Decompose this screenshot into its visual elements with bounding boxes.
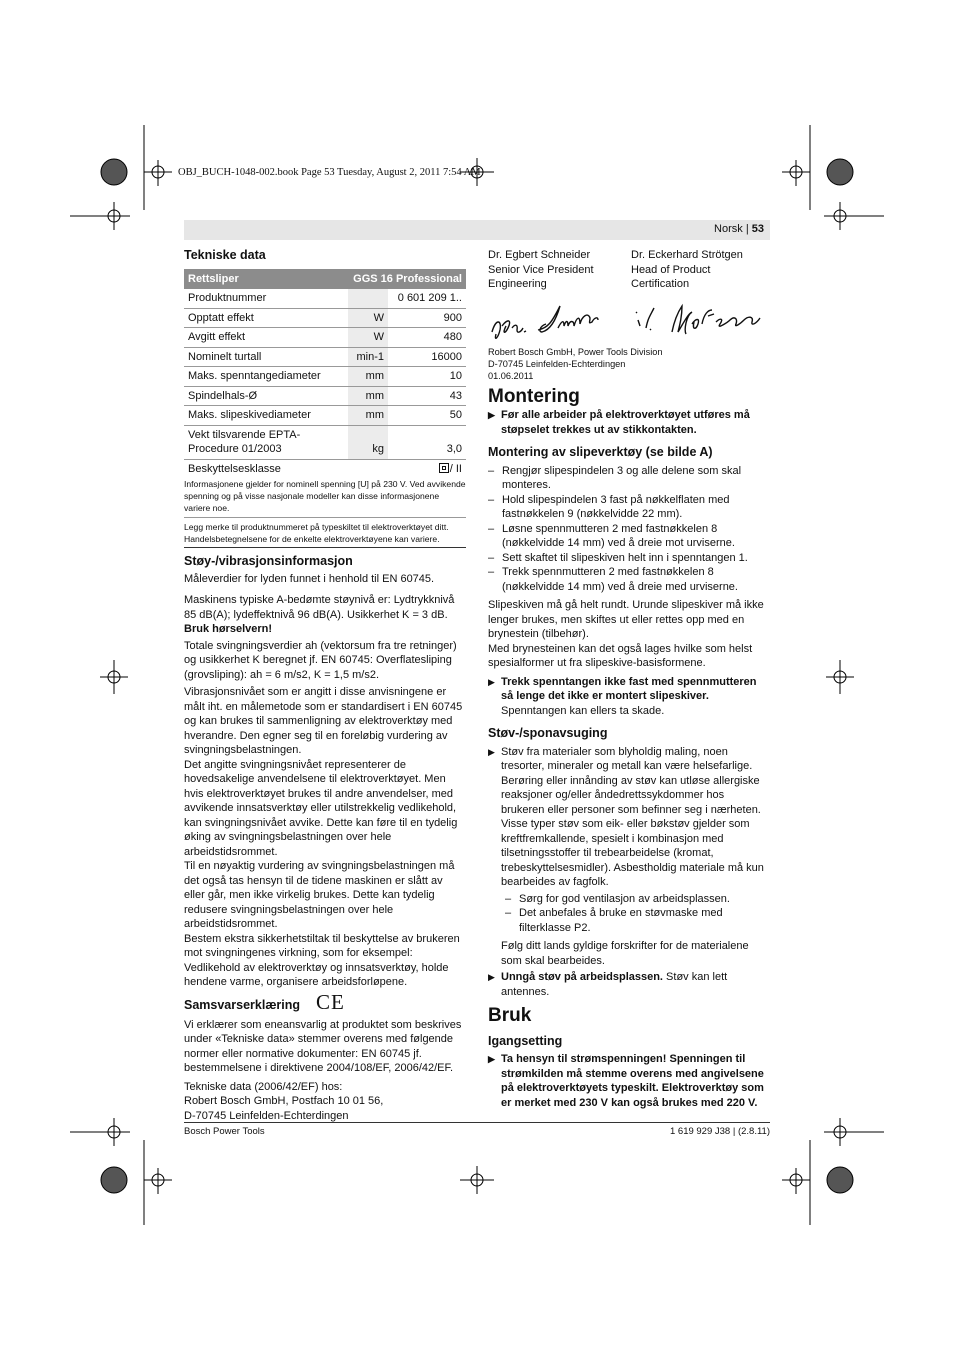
list-item: – Det anbefales å bruke en støvmaske med filterklasse P2.	[505, 907, 723, 934]
row-label: Maks. slipeskivediameter	[184, 406, 348, 426]
noise-p2: Maskinens typiske A-bedømte støynivå er: Lydtrykknivå 85 dB(A); lydeffektnivå 96 dB(A). Usikkerhet K = 3 dB.	[184, 594, 455, 621]
row-unit	[348, 289, 388, 308]
table-row	[184, 459, 466, 478]
list-item: – Hold slipespindelen 3 fast på nøkkelflaten med fastnøkkelen 9 (nøkkelvidde 22 mm).	[488, 493, 730, 520]
tech-table	[184, 269, 466, 479]
registration-mark-mid-right	[826, 660, 854, 694]
signatures-image	[488, 294, 770, 344]
table-row	[184, 289, 466, 308]
tech-table-header	[184, 269, 466, 290]
tech-note-2: Legg merke til produktnummeret på typeskiltet til elektroverktøyet ditt. Handelsbetegnelsene for de enkelte elektroverktøyene kan variere.	[184, 518, 466, 548]
bruk-warning-text: Ta hensyn til strømspenningen! Spenningen til strømkilden må stemme overens med angivelsene på elektroverktøyets typeskilt. Elektroverktøy som er merket med 230 V kan også brukes med 220 V.	[501, 1053, 764, 1109]
row-unit: kg	[348, 425, 388, 459]
noise-p3: Bruk hørselvern!	[184, 623, 273, 635]
noise-p8: Bestem ekstra sikkerhetstiltak til beskyttelse av brukeren mot svingningenes virkning, som for eksempel: Vedlikehold av elektroverktøy og innsatsverktøy, holde hendene varme, organisere arbeidsforløpene.	[184, 932, 460, 988]
company-line2: D-70745 Leinfelden-Echterdingen	[488, 358, 626, 369]
dust-p3: Følg ditt lands gyldige forskrifter for de materialene som skal bearbeides.	[501, 940, 749, 967]
noise-p7: Til en nøyaktig vurdering av svingningsbelastningen må det også tas hensyn til de tidene maskinen er slått av eller går, men ikke virkelig brukes. Dette kan tydelig redusere svingningsbelastningen over hele arbeidstidsrommet.	[184, 860, 455, 930]
noise-p6: Det angitte svingningsnivået representerer de hovedsakelige anvendelsene til elektroverktøyet. Men hvis elektroverktøyet brukes til andre anvendelser, med avvikende innsatsverktøy eller utilstrekkelig vedlikehold, kan svingningsnivået avvike. Dette kan føre til en tydelig øking av svingningsbelastningen over hele arbeidstidsrommet.	[184, 758, 458, 858]
protection-class-icon	[439, 463, 449, 473]
signatory-left-name: Dr. Egbert Schneider	[488, 249, 591, 261]
row-value: 3,0	[388, 425, 466, 459]
dust-block	[488, 745, 770, 969]
signatory-right-title2: Certification	[631, 278, 690, 290]
row-label: Avgitt effekt	[184, 328, 348, 348]
step-text: Hold slipespindelen 3 fast på nøkkelflaten med fastnøkkelen 9 (nøkkelvidde 22 mm).	[502, 493, 730, 520]
ce-mark-icon: CE	[316, 989, 345, 1014]
footer-rule	[184, 1122, 770, 1123]
page-header	[184, 220, 770, 240]
dust-p1: Støv fra materialer som blyholdig maling, noen tresorter, mineraler og metall kan være helsefarlige. Berøring eller innånding av støv kan utløse allergiske reaksjoner og/eller åndedrettssykdommer hos brukeren eller personer som befinner seg i nærheten.	[501, 745, 761, 816]
montering-warning-2	[488, 675, 770, 719]
footer-left: Bosch Power Tools	[184, 1126, 265, 1137]
triangle-bullet-icon: ▶	[488, 1054, 495, 1064]
montering-sub1: Montering av slipeverktøy (se bilde A)	[488, 445, 713, 459]
table-row	[184, 386, 466, 406]
list-item: – Løsne spennmutteren 2 med fastnøkkelen 8 (nøkkelvidde 14 mm) ved å dreie mot urviserne.	[488, 522, 735, 549]
registration-mark-top-left	[70, 125, 172, 230]
warning-rest: Støv kan lett antennes.	[501, 971, 728, 998]
bruk-heading: Bruk	[488, 1005, 532, 1026]
table-head-right: GGS 16 Professional	[348, 269, 466, 290]
row-value: 50	[388, 406, 466, 426]
montering-warning	[488, 408, 770, 437]
montering-warning-text: Før alle arbeider på elektroverktøyet utføres må støpselet trekkes ut av stikkontakten.	[501, 409, 750, 436]
dust-warning	[488, 970, 770, 999]
dust-p2: Visse typer støv som eik- eller bøkstøv gjelder som kreftfremkallende, spesielt i kombinasjon med tilsetningsstoffer til trebearbeidelse (kromat, trebeskyttelsesmidler). Asbestholdig materiale må kun bearbeides av fagfolk.	[501, 818, 764, 888]
row-unit: mm	[348, 367, 388, 387]
header-language: Norsk	[714, 223, 743, 235]
signature-date: 01.06.2011	[488, 370, 534, 381]
conformity-p1: Vi erklærer som eneansvarlig at produktet som beskrives under «Tekniske data» stemmer overens med følgende normer eller normative dokumenter: EN 60745 jf. bestemmelsene i direktivene 2004/108/EF, 2006/42/EF.	[184, 1018, 462, 1074]
tech-note-1: Informasjonene gjelder for nominell spenning [U] på 230 V. Ved avvikende spenning og på visse nasjonale modeller kan disse informasjonene variere noe.	[184, 478, 466, 518]
left-column	[184, 248, 466, 1123]
tech-heading: Tekniske data	[184, 248, 266, 262]
step-text: Sett skaftet til slipeskiven helt inn i spenntangen 1.	[502, 551, 748, 564]
triangle-bullet-icon: ▶	[488, 676, 495, 687]
noise-heading: Støy-/vibrasjonsinformasjon	[184, 554, 353, 568]
row-label: Nominelt turtall	[184, 347, 348, 367]
row-label: Beskyttelsesklasse	[188, 462, 281, 475]
footer-right: 1 619 929 J38 | (2.8.11)	[669, 1126, 770, 1137]
conformity-p2: Tekniske data (2006/42/EF) hos:	[184, 1080, 343, 1093]
signatory-right-name: Dr. Eckerhard Strötgen	[631, 249, 743, 261]
table-row	[184, 367, 466, 387]
row-label: Spindelhals-Ø	[184, 386, 348, 406]
right-column	[488, 248, 770, 1110]
table-row	[184, 308, 466, 328]
row-value: 43	[388, 386, 466, 406]
registration-mark-bottom-right	[782, 1118, 884, 1225]
montering-heading: Montering	[488, 385, 580, 407]
row-label: Produktnummer	[184, 289, 348, 308]
signatories	[488, 248, 770, 292]
triangle-bullet-icon: ▶	[488, 972, 495, 982]
row-label: Vekt tilsvarende EPTA-Procedure 01/2003	[184, 425, 348, 459]
montering-round: Slipeskiven må gå helt rundt. Urunde slipeskiver må ikke lenger brukes, men skiftes ut eller rettes opp med en brynestein (tilbehør).	[488, 599, 764, 640]
page-number: 53	[751, 223, 764, 235]
warning-bold: Unngå støv på arbeidsplassen.	[501, 971, 663, 983]
row-unit: min-1	[348, 347, 388, 367]
row-label: Opptatt effekt	[184, 308, 348, 328]
table-head-left: Rettsliper	[184, 269, 348, 290]
row-value: 10	[388, 367, 466, 387]
dust-dash: Det anbefales å bruke en støvmaske med filterklasse P2.	[519, 907, 723, 934]
noise-p1: Måleverdier for lyden funnet i henhold til EN 60745.	[184, 572, 435, 585]
list-item: – Sett skaftet til slipeskiven helt inn i spenntangen 1.	[488, 551, 748, 564]
signatory-right-title1: Head of Product	[631, 263, 711, 276]
company-line1: Robert Bosch GmbH, Power Tools Division	[488, 346, 663, 357]
row-label: Maks. spenntangediameter	[184, 367, 348, 387]
noise-p5: Vibrasjonsnivået som er angitt i disse anvisningene er målt iht. en målemetode som er standardisert i EN 60745 og kan brukes til sammenligning av elektroverktøy med hverandre. Den egner seg til en foreløbig vurdering av svingningsbelastningen.	[184, 686, 463, 756]
registration-mark-mid-left	[100, 660, 128, 694]
dust-dash: Sørg for god ventilasjon av arbeidsplassen.	[519, 892, 730, 905]
triangle-bullet-icon: ▶	[488, 746, 495, 757]
dust-heading: Støv-/sponavsuging	[488, 726, 608, 740]
row-unit: mm	[348, 406, 388, 426]
triangle-bullet-icon: ▶	[488, 410, 495, 420]
row-value: / II	[449, 462, 462, 475]
conformity-p4: D-70745 Leinfelden-Echterdingen	[184, 1109, 349, 1122]
noise-p4: Totale svingningsverdier ah (vektorsum fra tre retninger) og usikkerhet K beregnet jf. EN 60745: Overflatesliping (grovsliping): ah = 6 m/s2, K = 1,5 m/s2.	[184, 639, 457, 681]
row-unit: mm	[348, 386, 388, 406]
step-text: Løsne spennmutteren 2 med fastnøkkelen 8 (nøkkelvidde 14 mm) ved å dreie mot urviserne.	[502, 522, 735, 549]
row-value: 900	[388, 308, 466, 328]
row-value: 16000	[388, 347, 466, 367]
signatory-left-title1: Senior Vice President	[488, 263, 594, 276]
montering-bryne: Med brynesteinen kan det også lages hvilke som helst spesialformer ut fra slipeskive-basisformene.	[488, 642, 753, 669]
prepress-line: OBJ_BUCH-1048-002.book Page 53 Tuesday, August 2, 2011 7:54 AM	[178, 167, 481, 178]
bruk-sub: Igangsetting	[488, 1033, 563, 1048]
warning-bold: Trekk spenntangen ikke fast med spennmutteren så lenge det ikke er montert slipeskiver.	[501, 675, 757, 702]
registration-mark-bottom-center	[460, 1166, 494, 1194]
row-unit: W	[348, 308, 388, 328]
row-unit	[348, 459, 388, 478]
signatory-left-title2: Engineering	[488, 278, 547, 290]
list-item: – Rengjør slipespindelen 3 og alle delene som skal monteres.	[488, 464, 742, 491]
table-row	[184, 406, 466, 426]
table-row	[184, 347, 466, 367]
row-unit: W	[348, 328, 388, 348]
bruk-warning	[488, 1052, 770, 1110]
list-item: – Sørg for god ventilasjon av arbeidsplassen.	[505, 892, 730, 905]
header-text: Norsk | 53	[714, 223, 764, 235]
list-item: – Trekk spennmutteren 2 med fastnøkkelen 8 (nøkkelvidde 14 mm) ved å dreie med urviserne.	[488, 566, 738, 593]
registration-mark-bottom-left	[70, 1118, 172, 1225]
conformity-p3: Robert Bosch GmbH, Postfach 10 01 56,	[184, 1095, 384, 1107]
table-row	[184, 425, 466, 459]
registration-mark-top-right	[782, 125, 884, 230]
step-text: Trekk spennmutteren 2 med fastnøkkelen 8 (nøkkelvidde 14 mm) ved å dreie med urviserne.	[502, 566, 738, 593]
table-row	[184, 328, 466, 348]
row-value: 0 601 209 1..	[388, 289, 466, 308]
row-value: 480	[388, 328, 466, 348]
conformity-heading: Samsvarserklæring	[184, 997, 301, 1012]
conformity-heading-row	[184, 989, 466, 1018]
step-text: Rengjør slipespindelen 3 og alle delene som skal monteres.	[502, 464, 742, 491]
warning-rest: Spenntangen kan ellers ta skade.	[501, 704, 665, 717]
